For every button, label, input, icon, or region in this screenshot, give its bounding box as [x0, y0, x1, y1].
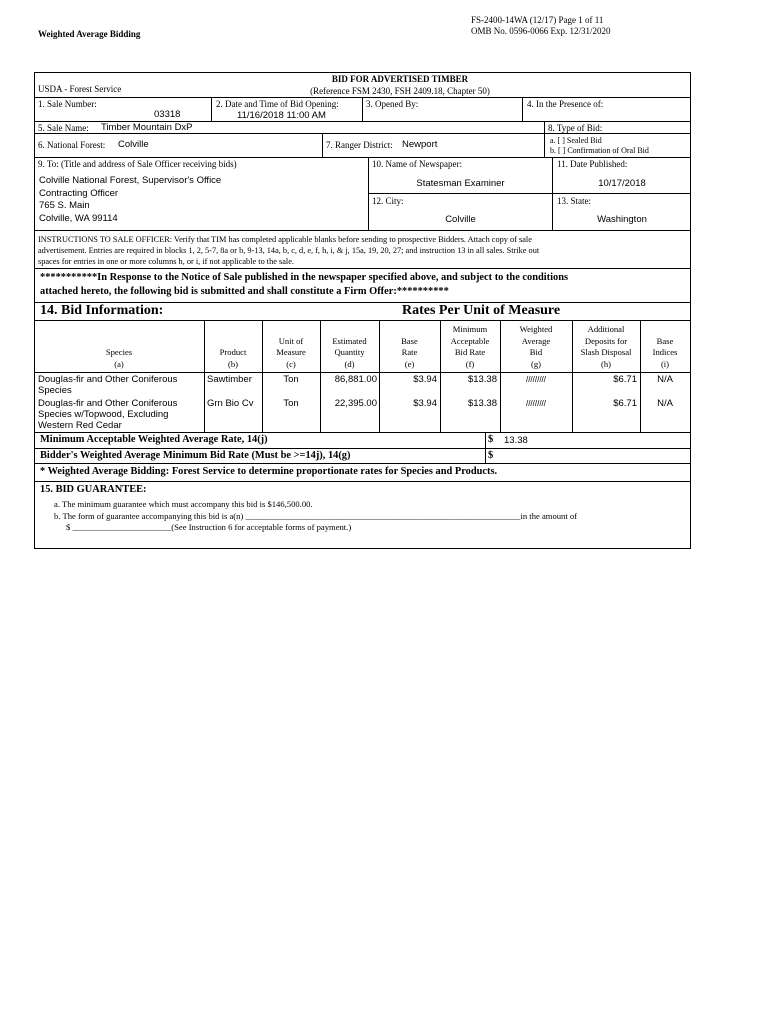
form-reference: (Reference FSM 2430, FSH 2409.18, Chapter 50)	[310, 86, 490, 96]
ranger-district-value: Newport	[402, 139, 438, 150]
bidder-rate-currency: $	[488, 450, 494, 461]
sealed-bid-option[interactable]: a. [ ] Sealed Bid	[550, 136, 602, 145]
species-line: Douglas-fir and Other Coniferous	[38, 374, 178, 385]
column-header-line: Acceptable	[450, 335, 490, 346]
column-header-line: (f)	[465, 358, 475, 369]
cell-slash-deposit: $6.71	[613, 374, 637, 385]
species-line: Species	[38, 385, 72, 396]
column-header-unit	[262, 336, 320, 371]
species-line: Species w/Topwood, Excluding	[38, 409, 169, 420]
instructions-line: spaces for entries in one or more columns h, or i, if not applicable to the sale.	[38, 257, 294, 266]
national-forest-label: 6. National Forest:	[38, 140, 106, 150]
cell-weighted-bid[interactable]: /////////	[525, 399, 546, 408]
cell-product: Sawtimber	[207, 374, 252, 385]
guarantee-amount[interactable]: $ _______________________(See Instruction 6 for acceptable forms of payment.)	[66, 522, 352, 532]
bidder-rate-label: Bidder's Weighted Average Minimum Bid Rate (Must be >=14j), 14(g)	[40, 450, 351, 461]
cell-weighted-bid[interactable]: /////////	[525, 375, 546, 384]
column-header-line: (g)	[530, 358, 542, 369]
cell-quantity: 86,881.00	[334, 374, 377, 385]
column-header-line: (c)	[286, 358, 296, 369]
column-header-line: Slash Disposal	[580, 347, 632, 357]
min-weighted-rate-currency: $	[488, 434, 494, 445]
column-header-line: Additional	[587, 324, 625, 334]
min-weighted-rate-value: 13.38	[504, 435, 528, 446]
sale-name-value: Timber Mountain DxP	[101, 122, 193, 133]
column-header-line: Quantity	[334, 347, 365, 357]
column-header-line: Unit of	[278, 335, 304, 346]
sale-number-label: 1. Sale Number:	[38, 99, 97, 109]
column-header-line: Measure	[276, 347, 306, 357]
species-line: Western Red Cedar	[38, 420, 122, 431]
column-header-line: (i)	[660, 358, 670, 369]
cell-species	[38, 374, 203, 396]
sale-name-label: 5. Sale Name:	[38, 123, 89, 133]
agency-label: USDA - Forest Service	[38, 84, 122, 94]
column-header-line: Bid Rate	[454, 347, 486, 357]
state-value: Washington	[597, 214, 647, 225]
cell-quantity: 22,395.00	[334, 398, 377, 409]
firm-offer-line: ***********In Response to the Notice of Sale published in the newspaper specified above, and subject to the conditions	[40, 272, 569, 283]
date-published-label: 11. Date Published:	[557, 159, 628, 169]
bid-type-label: 8. Type of Bid:	[548, 123, 603, 133]
guarantee-form[interactable]: b. The form of guarantee accompanying this bid is a(n) ________________________________________________________________in the amount of	[54, 510, 578, 521]
column-header-line: Minimum	[452, 324, 488, 334]
document-title: Weighted Average Bidding	[38, 29, 141, 39]
column-header-line: (e)	[404, 358, 415, 369]
column-header-base-rate	[379, 336, 440, 371]
column-header-line: Average	[521, 335, 551, 346]
column-header-slash-deposit	[572, 324, 640, 370]
column-header-base-indices	[640, 336, 690, 371]
ranger-district-label: 7. Ranger District:	[326, 140, 393, 150]
state-label: 13. State:	[557, 196, 591, 206]
cell-base-indices: N/A	[657, 398, 673, 409]
cell-min-rate: $13.38	[467, 374, 497, 385]
column-header-line: Indices	[652, 347, 678, 357]
column-header-line: Bid	[529, 347, 543, 357]
newspaper-label: 10. Name of Newspaper:	[372, 159, 462, 169]
newspaper-value: Statesman Examiner	[416, 178, 505, 189]
cell-base-rate: $3.94	[413, 398, 437, 409]
column-header-min-rate	[440, 324, 500, 370]
cell-base-indices: N/A	[657, 374, 673, 385]
cell-species	[38, 398, 203, 431]
date-published-value: 10/17/2018	[598, 178, 646, 189]
sale-number-value: 03318	[154, 109, 181, 120]
column-header-weighted-bid	[500, 324, 572, 370]
column-header-line: Rate	[401, 347, 418, 357]
instructions-block	[38, 234, 539, 267]
bidder-rate-input[interactable]	[500, 449, 685, 462]
instructions-line: advertisement. Entries are required in blocks 1, 2, 5-7, 8a or b, 9-13, 14a, b, c, d, e, f, h, i, & j, 15a, 19, 20, 27; and instruction 13 in all sales. Strike out	[38, 246, 540, 255]
column-header-product	[204, 347, 262, 370]
address-line: Contracting Officer	[39, 187, 119, 199]
bid-opening-label: 2. Date and Time of Bid Opening:	[216, 99, 339, 109]
species-line: Douglas-fir and Other Coniferous	[38, 398, 178, 409]
bid-information-title: 14. Bid Information:	[40, 303, 164, 318]
bid-guarantee-title: 15. BID GUARANTEE:	[40, 484, 147, 495]
column-header-line: Deposits for	[584, 335, 628, 346]
column-header-line: Product	[219, 347, 247, 357]
opened-by-label: 3. Opened By:	[366, 99, 419, 109]
column-header-line: Weighted	[519, 324, 553, 334]
column-header-line: (b)	[227, 358, 239, 369]
form-id-line: FS-2400-14WA (12/17) Page 1 of 11	[471, 15, 604, 25]
city-value: Colville	[445, 214, 476, 225]
column-header-line: Species	[105, 347, 133, 357]
national-forest-value: Colville	[118, 139, 149, 150]
cell-unit: Ton	[283, 374, 299, 385]
sale-officer-address	[39, 175, 221, 225]
address-line: Colville, WA 99114	[39, 212, 118, 224]
form-title: BID FOR ADVERTISED TIMBER	[331, 74, 469, 84]
bid-opening-value: 11/16/2018 11:00 AM	[237, 110, 326, 121]
bid-guarantee-text	[54, 499, 577, 534]
address-line: Colville National Forest, Supervisor's Office	[39, 175, 222, 186]
firm-offer-statement	[40, 271, 568, 299]
guarantee-minimum: a. The minimum guarantee which must accompany this bid is $146,500.00.	[54, 499, 313, 509]
address-line: 765 S. Main	[39, 200, 90, 211]
cell-min-rate: $13.38	[467, 398, 497, 409]
omb-line: OMB No. 0596-0066 Exp. 12/31/2020	[471, 26, 611, 36]
cell-product: Grn Bio Cv	[207, 398, 254, 409]
column-header-line: (d)	[344, 358, 355, 369]
rates-title: Rates Per Unit of Measure	[402, 303, 561, 318]
firm-offer-line: attached hereto, the following bid is submitted and shall constitute a Firm Offer:**********	[40, 286, 449, 297]
form-number	[471, 15, 611, 37]
oral-bid-option[interactable]: b. [ ] Confirmation of Oral Bid	[550, 146, 649, 155]
column-header-species	[34, 347, 204, 370]
column-header-line: (h)	[600, 358, 612, 369]
column-header-line: Estimated	[332, 335, 367, 346]
presence-label: 4. In the Presence of:	[527, 99, 604, 109]
bid-type-options	[550, 136, 649, 156]
column-header-quantity	[320, 336, 379, 371]
weighted-average-note: * Weighted Average Bidding: Forest Service to determine proportionate rates for Species and Products.	[40, 466, 498, 477]
cell-slash-deposit: $6.71	[613, 398, 637, 409]
min-weighted-rate-label: Minimum Acceptable Weighted Average Rate, 14(j)	[40, 434, 268, 445]
instructions-line: INSTRUCTIONS TO SALE OFFICER: Verify that TIM has completed applicable blanks before sending to prospective Bidders. Attach copy of sale	[38, 235, 532, 244]
column-header-line: (a)	[114, 358, 124, 369]
cell-base-rate: $3.94	[413, 374, 437, 385]
city-label: 12. City:	[372, 196, 404, 206]
sale-officer-label: 9. To: (Title and address of Sale Officer receiving bids)	[38, 159, 237, 169]
cell-unit: Ton	[283, 398, 299, 409]
column-header-line: Base	[656, 335, 674, 346]
column-header-line: Base	[401, 335, 418, 346]
